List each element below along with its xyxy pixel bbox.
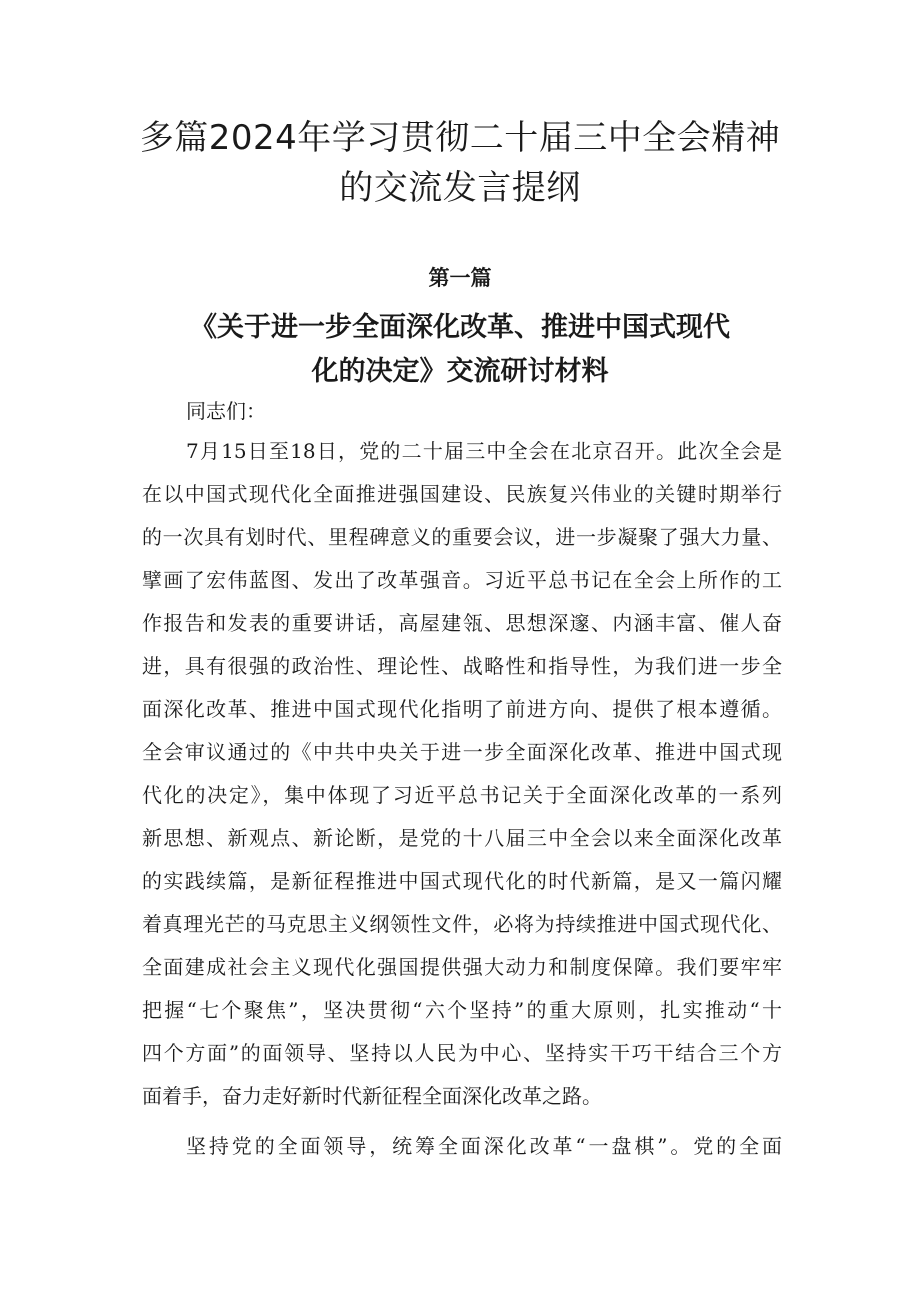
paragraph-line: 坚持党的全面领导，统筹全面深化改革“一盘棋”。党的全面: [186, 1134, 782, 1158]
section-title-line-1: 《关于进一步全面深化改革、推进中国式现代: [190, 312, 730, 343]
paragraph-line: 把握“七个聚焦”，坚决贯彻“六个坚持”的重大原则，扎实推动“十: [142, 998, 782, 1022]
paragraph-line: 7月15日至18日，党的二十届三中全会在北京召开。此次全会是: [186, 439, 782, 463]
paragraph-line: 在以中国式现代化全面推进强国建设、民族复兴伟业的关键时期举行: [142, 482, 782, 506]
paragraph-line: 代化的决定》，集中体现了习近平总书记关于全面深化改革的一系列: [142, 783, 782, 807]
paragraph-line: 擘画了宏伟蓝图、发出了改革强音。习近平总书记在全会上所作的工: [142, 568, 782, 592]
document-title-line-1: 多篇2024年学习贯彻二十届三中全会精神: [139, 118, 781, 158]
section-label: 第一篇: [428, 266, 492, 290]
paragraph-line: 的实践续篇，是新征程推进中国式现代化的时代新篇，是又一篇闪耀: [142, 869, 782, 893]
section-title-line-2: 化的决定》交流研讨材料: [311, 356, 609, 387]
paragraph-line: 四个方面”的面领导、坚持以人民为中心、坚持实干巧干结合三个方: [142, 1041, 782, 1065]
paragraph-line: 的一次具有划时代、里程碑意义的重要会议，进一步凝聚了强大力量、: [142, 525, 782, 549]
paragraph-line: 新思想、新观点、新论断，是党的十八届三中全会以来全面深化改革: [142, 826, 782, 850]
paragraph-line: 面深化改革、推进中国式现代化指明了前进方向、提供了根本遵循。: [142, 697, 782, 721]
salutation: 同志们：: [186, 399, 266, 423]
document-title-line-2: 的交流发言提纲: [339, 168, 581, 208]
paragraph-line: 着真理光芒的马克思主义纲领性文件，必将为持续推进中国式现代化、: [142, 912, 782, 936]
paragraph-line: 进，具有很强的政治性、理论性、战略性和指导性，为我们进一步全: [142, 654, 782, 678]
paragraph-line: 作报告和发表的重要讲话，高屋建瓴、思想深邃、内涵丰富、催人奋: [142, 611, 782, 635]
paragraph-line: 全面建成社会主义现代化强国提供强大动力和制度保障。我们要牢牢: [142, 955, 782, 979]
paragraph-line: 全会审议通过的《中共中央关于进一步全面深化改革、推进中国式现: [142, 740, 782, 764]
paragraph-line: 面着手，奋力走好新时代新征程全面深化改革之路。: [142, 1084, 602, 1108]
